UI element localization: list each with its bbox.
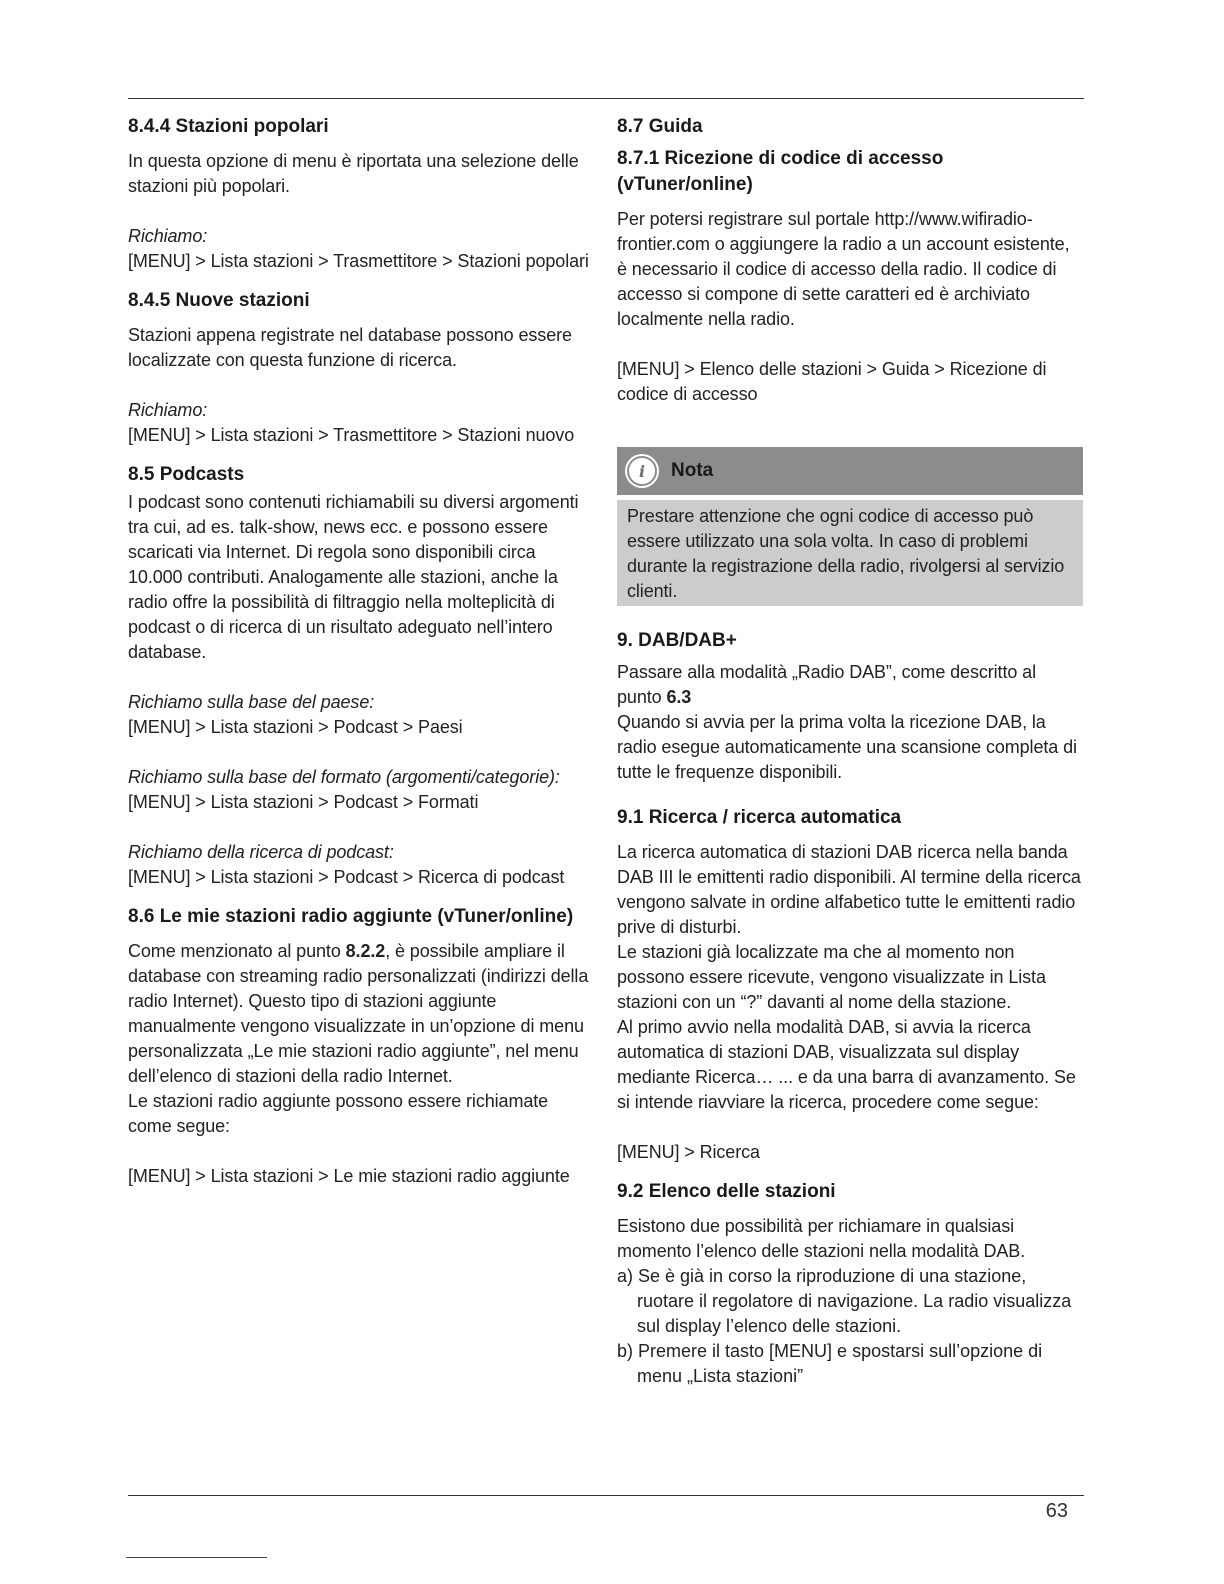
text-9-b: Quando si avvia per la prima volta la ricezione DAB, la radio esegue automaticamente una scansione completa di tutte le frequenze disponibili. [617, 712, 1077, 782]
call-label: Richiamo della ricerca di podcast: [128, 842, 394, 862]
call-label: Richiamo sulla base del paese: [128, 692, 375, 712]
note-header [617, 447, 1083, 495]
text-9-1-c: Al primo avvio nella modalità DAB, si avvia la ricerca automatica di stazioni DAB, visualizzata sul display mediante Ricerca… ... e da una barra di avanzamento. Se si intende riavviare la ricerca, procedere come segue: [617, 1017, 1076, 1112]
menu-path: [MENU] > Lista stazioni > Podcast > Formati [128, 792, 479, 812]
bottom-rule [128, 1495, 1084, 1496]
heading-8-7: 8.7 Guida [617, 116, 703, 137]
heading-8-6: 8.6 Le mie stazioni radio aggiunte (vTuner/online) [128, 906, 574, 927]
heading-9: 9. DAB/DAB+ [617, 630, 737, 651]
call-label: Richiamo: [128, 226, 208, 246]
text-9-1-b: Le stazioni già localizzate ma che al momento non possono essere ricevute, vengono visualizzate in Lista stazioni con un “?” davanti al nome della stazione. [617, 942, 1046, 1012]
heading-8-7-1: 8.7.1 Ricezione di codice di accesso (vTuner/online) [617, 148, 944, 195]
list-item-a: a) Se è già in corso la riproduzione di una stazione, ruotare il regolatore di navigazione. La radio visualizza sul display l’elenco delle stazioni. [617, 1266, 1072, 1336]
page-number: 63 [1045, 1500, 1068, 1522]
section-ref: 8.2.2 [345, 941, 386, 961]
right-column [617, 114, 1083, 1389]
heading-8-4-5: 8.4.5 Nuove stazioni [128, 290, 310, 311]
note-text: Prestare attenzione che ogni codice di accesso può essere utilizzato una sola volta. In caso di problemi durante la registrazione della radio, rivolgersi al servizio clienti. [627, 506, 1065, 601]
call-label: Richiamo: [128, 400, 208, 420]
text-8-4-4: In questa opzione di menu è riportata una selezione delle stazioni più popolari. [128, 151, 579, 196]
text-8-5: I podcast sono contenuti richiamabili su diversi argomenti tra cui, ad es. talk-show, news ecc. e possono essere scaricati via Internet. Di regola sono disponibili circa 10.000 contributi. Analogamente alle stazioni, anche la radio offre la possibilità di filtraggio nella molteplicità di podcast o di ricerca di un risultato adeguato nell’intero database. [128, 492, 579, 662]
call-label: Richiamo sulla base del formato (argomenti/categorie): [128, 767, 560, 787]
left-column [128, 114, 594, 1189]
menu-path: [MENU] > Lista stazioni > Podcast > Paesi [128, 717, 463, 737]
heading-9-1: 9.1 Ricerca / ricerca automatica [617, 807, 902, 828]
info-icon: i [627, 456, 657, 486]
list-item-b: b) Premere il tasto [MENU] e spostarsi sull’opzione di menu „Lista stazioni” [617, 1341, 1043, 1386]
menu-path: [MENU] > Elenco delle stazioni > Guida > Ricezione di codice di accesso [617, 359, 1047, 404]
text-9: Passare alla modalità „Radio DAB”, come descritto al punto 6.3 [617, 662, 1036, 707]
text-9-2: Esistono due possibilità per richiamare in qualsiasi momento l’elenco delle stazioni nella modalità DAB. [617, 1216, 1026, 1261]
text-8-6-b: Le stazioni radio aggiunte possono essere richiamate come segue: [128, 1091, 549, 1136]
menu-path: [MENU] > Lista stazioni > Trasmettitore > Stazioni popolari [128, 251, 589, 271]
menu-path: [MENU] > Lista stazioni > Podcast > Ricerca di podcast [128, 867, 565, 887]
section-ref: 6.3 [666, 687, 692, 707]
note-body [617, 500, 1083, 606]
menu-path: [MENU] > Lista stazioni > Le mie stazioni radio aggiunte [128, 1166, 570, 1186]
heading-8-5: 8.5 Podcasts [128, 464, 245, 485]
footnote-rule [126, 1557, 267, 1558]
text-8-6: Come menzionato al punto 8.2.2, è possibile ampliare il database con streaming radio personalizzati (indirizzi della radio Internet). Questo tipo di stazioni aggiunte manualmente vengono visualizzate in un’opzione di menu personalizzata „Le mie stazioni radio aggiunte”, nel menu dell’elenco di stazioni della radio Internet. [128, 941, 589, 1086]
text-8-4-5: Stazioni appena registrate nel database possono essere localizzate con questa funzione di ricerca. [128, 325, 572, 370]
menu-path: [MENU] > Lista stazioni > Trasmettitore > Stazioni nuovo [128, 425, 575, 445]
heading-8-4-4: 8.4.4 Stazioni popolari [128, 116, 329, 137]
text-9-1-a: La ricerca automatica di stazioni DAB ricerca nella banda DAB III le emittenti radio disponibili. Al termine della ricerca vengono salvate in ordine alfabetico tutte le emittenti radio prive di disturbi. [617, 842, 1081, 937]
top-rule [128, 98, 1084, 99]
heading-9-2: 9.2 Elenco delle stazioni [617, 1181, 836, 1202]
text-8-7-1: Per potersi registrare sul portale http://www.wifiradio-frontier.com o aggiungere la radio a un account esistente, è necessario il codice di accesso della radio. Il codice di accesso si compone di sette caratteri ed è archiviato localmente nella radio. [617, 209, 1070, 329]
menu-path: [MENU] > Ricerca [617, 1142, 760, 1162]
note-title: Nota [671, 460, 714, 481]
